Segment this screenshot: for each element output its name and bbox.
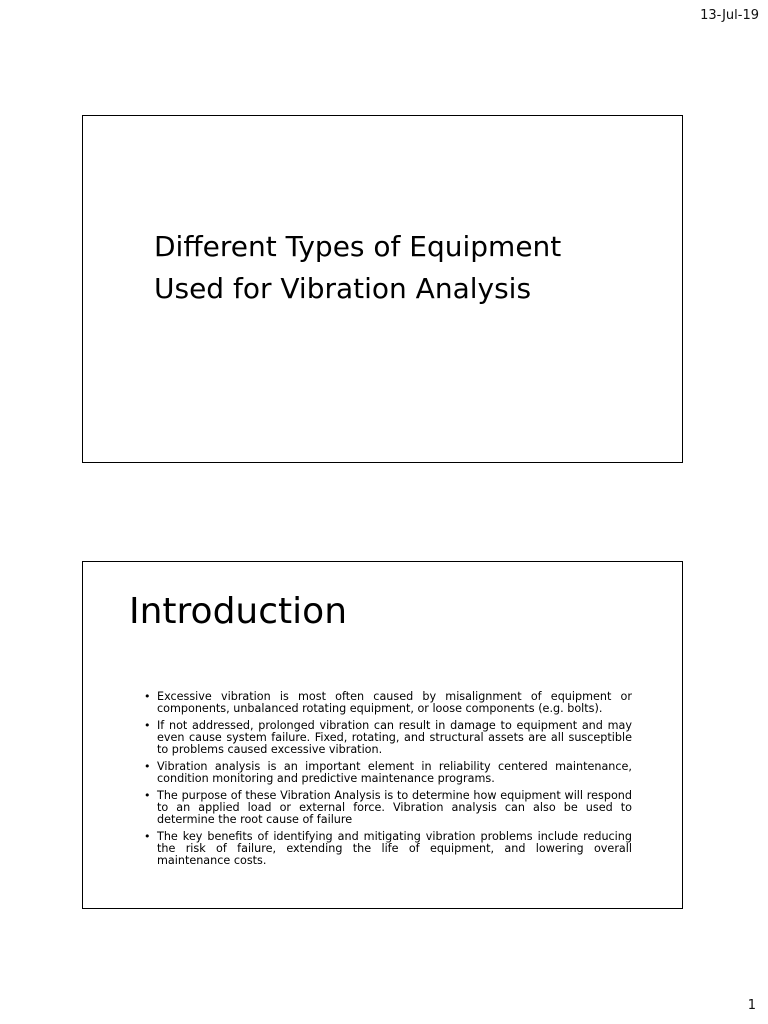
slide-title [82,115,683,463]
page-number: 1 [747,998,756,1013]
slide-title-line: Used for Vibration Analysis [154,272,532,305]
bullet-text: If not addressed, prolonged vibration can result in damage to equipment and may even cause system failure. Fixed, rotating, and structural assets are all susceptible to problems caused excessive vibration. [157,719,632,756]
bullet-list [141,691,632,872]
bullet-text: The key benefits of identifying and mitigating vibration problems include reducing the risk of failure, extending the life of equipment, and lowering overall maintenance costs. [157,830,632,867]
bullet-icon: • [144,830,151,843]
bullet-text: Excessive vibration is most often caused by misalignment of equipment or components, unbalanced rotating equipment, or loose components (e.g. bolts). [157,690,632,715]
bullet-text: Vibration analysis is an important element in reliability centered maintenance, condition monitoring and predictive maintenance programs. [157,760,632,785]
bullet-item [141,761,632,785]
bullet-icon: • [144,690,151,703]
bullet-text: The purpose of these Vibration Analysis is to determine how equipment will respond to an applied load or external force. Vibration analysis can also be used to determine the root cause of failure [157,789,632,826]
bullet-item [141,720,632,756]
slide-introduction [82,561,683,909]
slide-title-heading [154,226,634,310]
introduction-heading: Introduction [129,591,348,632]
bullet-item [141,790,632,826]
bullet-icon: • [144,760,151,773]
header-date: 13-Jul-19 [700,8,759,23]
bullet-icon: • [144,789,151,802]
slide-title-line: Different Types of Equipment [154,230,562,263]
bullet-item [141,691,632,715]
bullet-item [141,831,632,867]
bullet-icon: • [144,719,151,732]
